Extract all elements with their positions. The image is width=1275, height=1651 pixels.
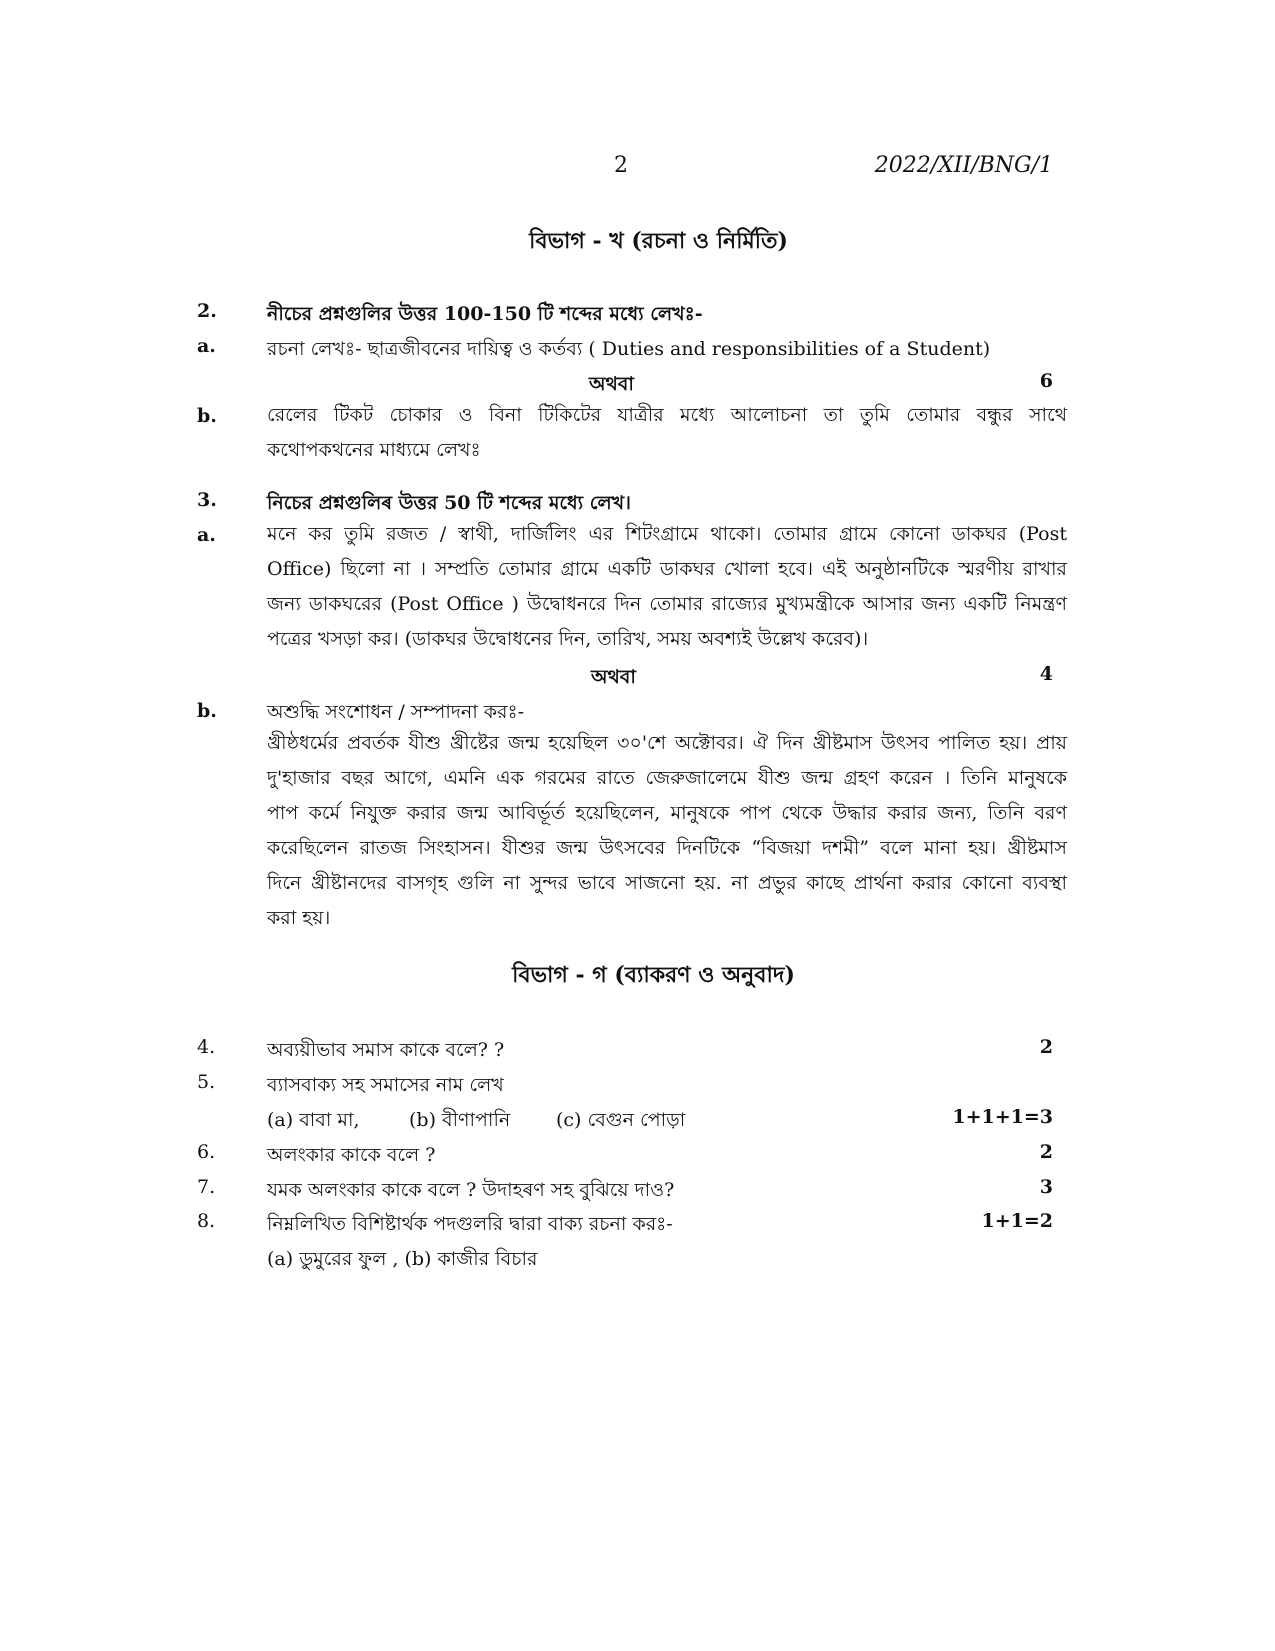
paper-code: 2022/XII/BNG/1 [874,153,1053,178]
q8-marks: 1+1=2 [981,1210,1053,1232]
q2b-label: b. [197,405,217,427]
page-number: 2 [614,153,628,178]
q5-number: 5. [197,1071,216,1093]
q3-or-label: অথবা [591,666,636,688]
q3b-line: করা হয়। [267,907,331,929]
q7-text: যমক অলংকার কাকে বলে ? উদাহৰণ সহ বুঝিয়ে দাও? [267,1179,675,1201]
q3a-paragraph [267,517,1067,657]
q3-number: 3. [197,489,217,511]
q3b-label: b. [197,700,217,722]
q2-text: নীচের প্রশ্নগুলির উত্তর 100-150 টি শব্দের মধ্যে লেখঃ- [267,303,703,325]
q3a-line: পত্রের খসড়া কর। (ডাকঘর উদ্বোধনের দিন, তারিখ, সময় অবশ্যই উল্লেখ করেব)। [267,628,869,650]
q3-text: নিচের প্রশ্নগুলিৰ উত্তর 50 টি শব্দের মধ্যে লেখ। [267,492,631,514]
q6-text: অলংকার কাকে বলে ? [267,1144,436,1166]
section-ga-title: বিভাগ - গ (ব্যাকরণ ও অনুবাদ) [512,962,795,988]
q3b-line: খ্রীষ্ঠধর্মের প্রবর্তক যীশু খ্রীষ্টের জন্ম হয়েছিল ৩০'শে অক্টোবর। ঐ দিন খ্রীষ্টমাস উৎসব পালিত হয়। প্রায় [267,732,1067,754]
q6-marks: 2 [1039,1141,1053,1163]
q3a-label: a. [197,524,216,546]
q3-marks: 4 [1039,663,1053,685]
q5-option-b: (b) বীণাপানি [409,1109,511,1131]
q7-marks: 3 [1039,1176,1053,1198]
q5-option-c: (c) বেগুন পোড়া [556,1109,686,1131]
q8-text: নিম্নলিখিত বিশিষ্টার্থক পদগুলরি দ্বারা বাক্য রচনা করঃ- [267,1213,673,1235]
q4-marks: 2 [1039,1036,1053,1058]
q3a-line: জন্য ডাকঘরের (Post Office ) উদ্বোধনরে দিন তোমার রাজ্যের মুখ্যমন্ত্রীকে আসার জন্য একটি নিমন্ত্রণ [267,593,1067,615]
section-kha-title: বিভাগ - খ (রচনা ও নির্মিতি) [529,228,788,254]
q5-marks: 1+1+1=3 [952,1106,1053,1128]
q8-options: (a) ডুমুরের ফুল , (b) কাজীর বিচার [267,1248,538,1270]
q3b-paragraph [267,726,1067,936]
q4-number: 4. [197,1036,216,1058]
q2a-text: রচনা লেখঃ- ছাত্রজীবনের দায়িত্ব ও কর্তব্য ( Duties and responsibilities of a Student) [267,338,991,360]
q5-option-a: (a) বাবা মা, [267,1109,360,1131]
q3b-line: করেছিলেন রাতজ সিংহাসন। যীশুর জন্ম উৎসবের দিনটিকে “বিজয়া দশমী” বলে মানা হয়। খ্রীষ্টমাস [267,837,1067,859]
q5-text: ব্যাসবাক্য সহ সমাসের নাম লেখ [267,1074,504,1096]
q3a-line: মনে কর তুমি রজত / স্বাথী, দার্জিলিং এর শিটংগ্রামে থাকো। তোমার গ্রামে কোনো ডাকঘর (Post [267,523,1067,545]
q3b-line: পাপ কর্মে নিযুক্ত করার জন্ম আবির্ভূর্ত হয়েছিলেন, মানুষকে পাপ থেকে উদ্ধার করার জন্য, তিনি বরণ [267,802,1067,824]
q6-number: 6. [197,1141,216,1163]
q3b-heading: অশুদ্ধি সংশোধন / সম্পাদনা করঃ- [267,701,525,723]
q7-number: 7. [197,1176,216,1198]
q2b-line: রেলের টিকট চোকার ও বিনা টিকিটের যাত্রীর মধ্যে আলোচনা তা তুমি তোমার বন্ধুর সাথে [267,404,1067,426]
q2-or-label: অথবা [589,373,634,395]
q2b-paragraph [267,398,1067,468]
q2a-label: a. [197,335,216,357]
q3b-line: দু'হাজার বছর আগে, এমনি এক গরমের রাতে জেরুজালেমে যীশু জন্ম গ্রহণ করেন । তিনি মানুষকে [267,767,1067,789]
q4-text: অব্যয়ীভাব সমাস কাকে বলে? ? [267,1039,505,1061]
q3a-line: Office) ছিলো না । সম্প্রতি তোমার গ্রামে একটি ডাকঘর খোলা হবে। এই অনুষ্ঠানটিকে স্মরণীয় রাখার [267,558,1067,580]
q3b-line: দিনে খ্রীষ্টানদের বাসগৃহ গুলি না সুন্দর ভাবে সাজনো হয়. না প্রভুর কাছে প্রার্থনা করার কোনো ব্যবস্থা [267,872,1067,894]
q8-number: 8. [197,1210,216,1232]
q2b-line: কথোপকথনের মাধ্যমে লেখঃ [267,439,481,461]
q2-number: 2. [197,300,217,322]
q2-marks: 6 [1039,370,1053,392]
